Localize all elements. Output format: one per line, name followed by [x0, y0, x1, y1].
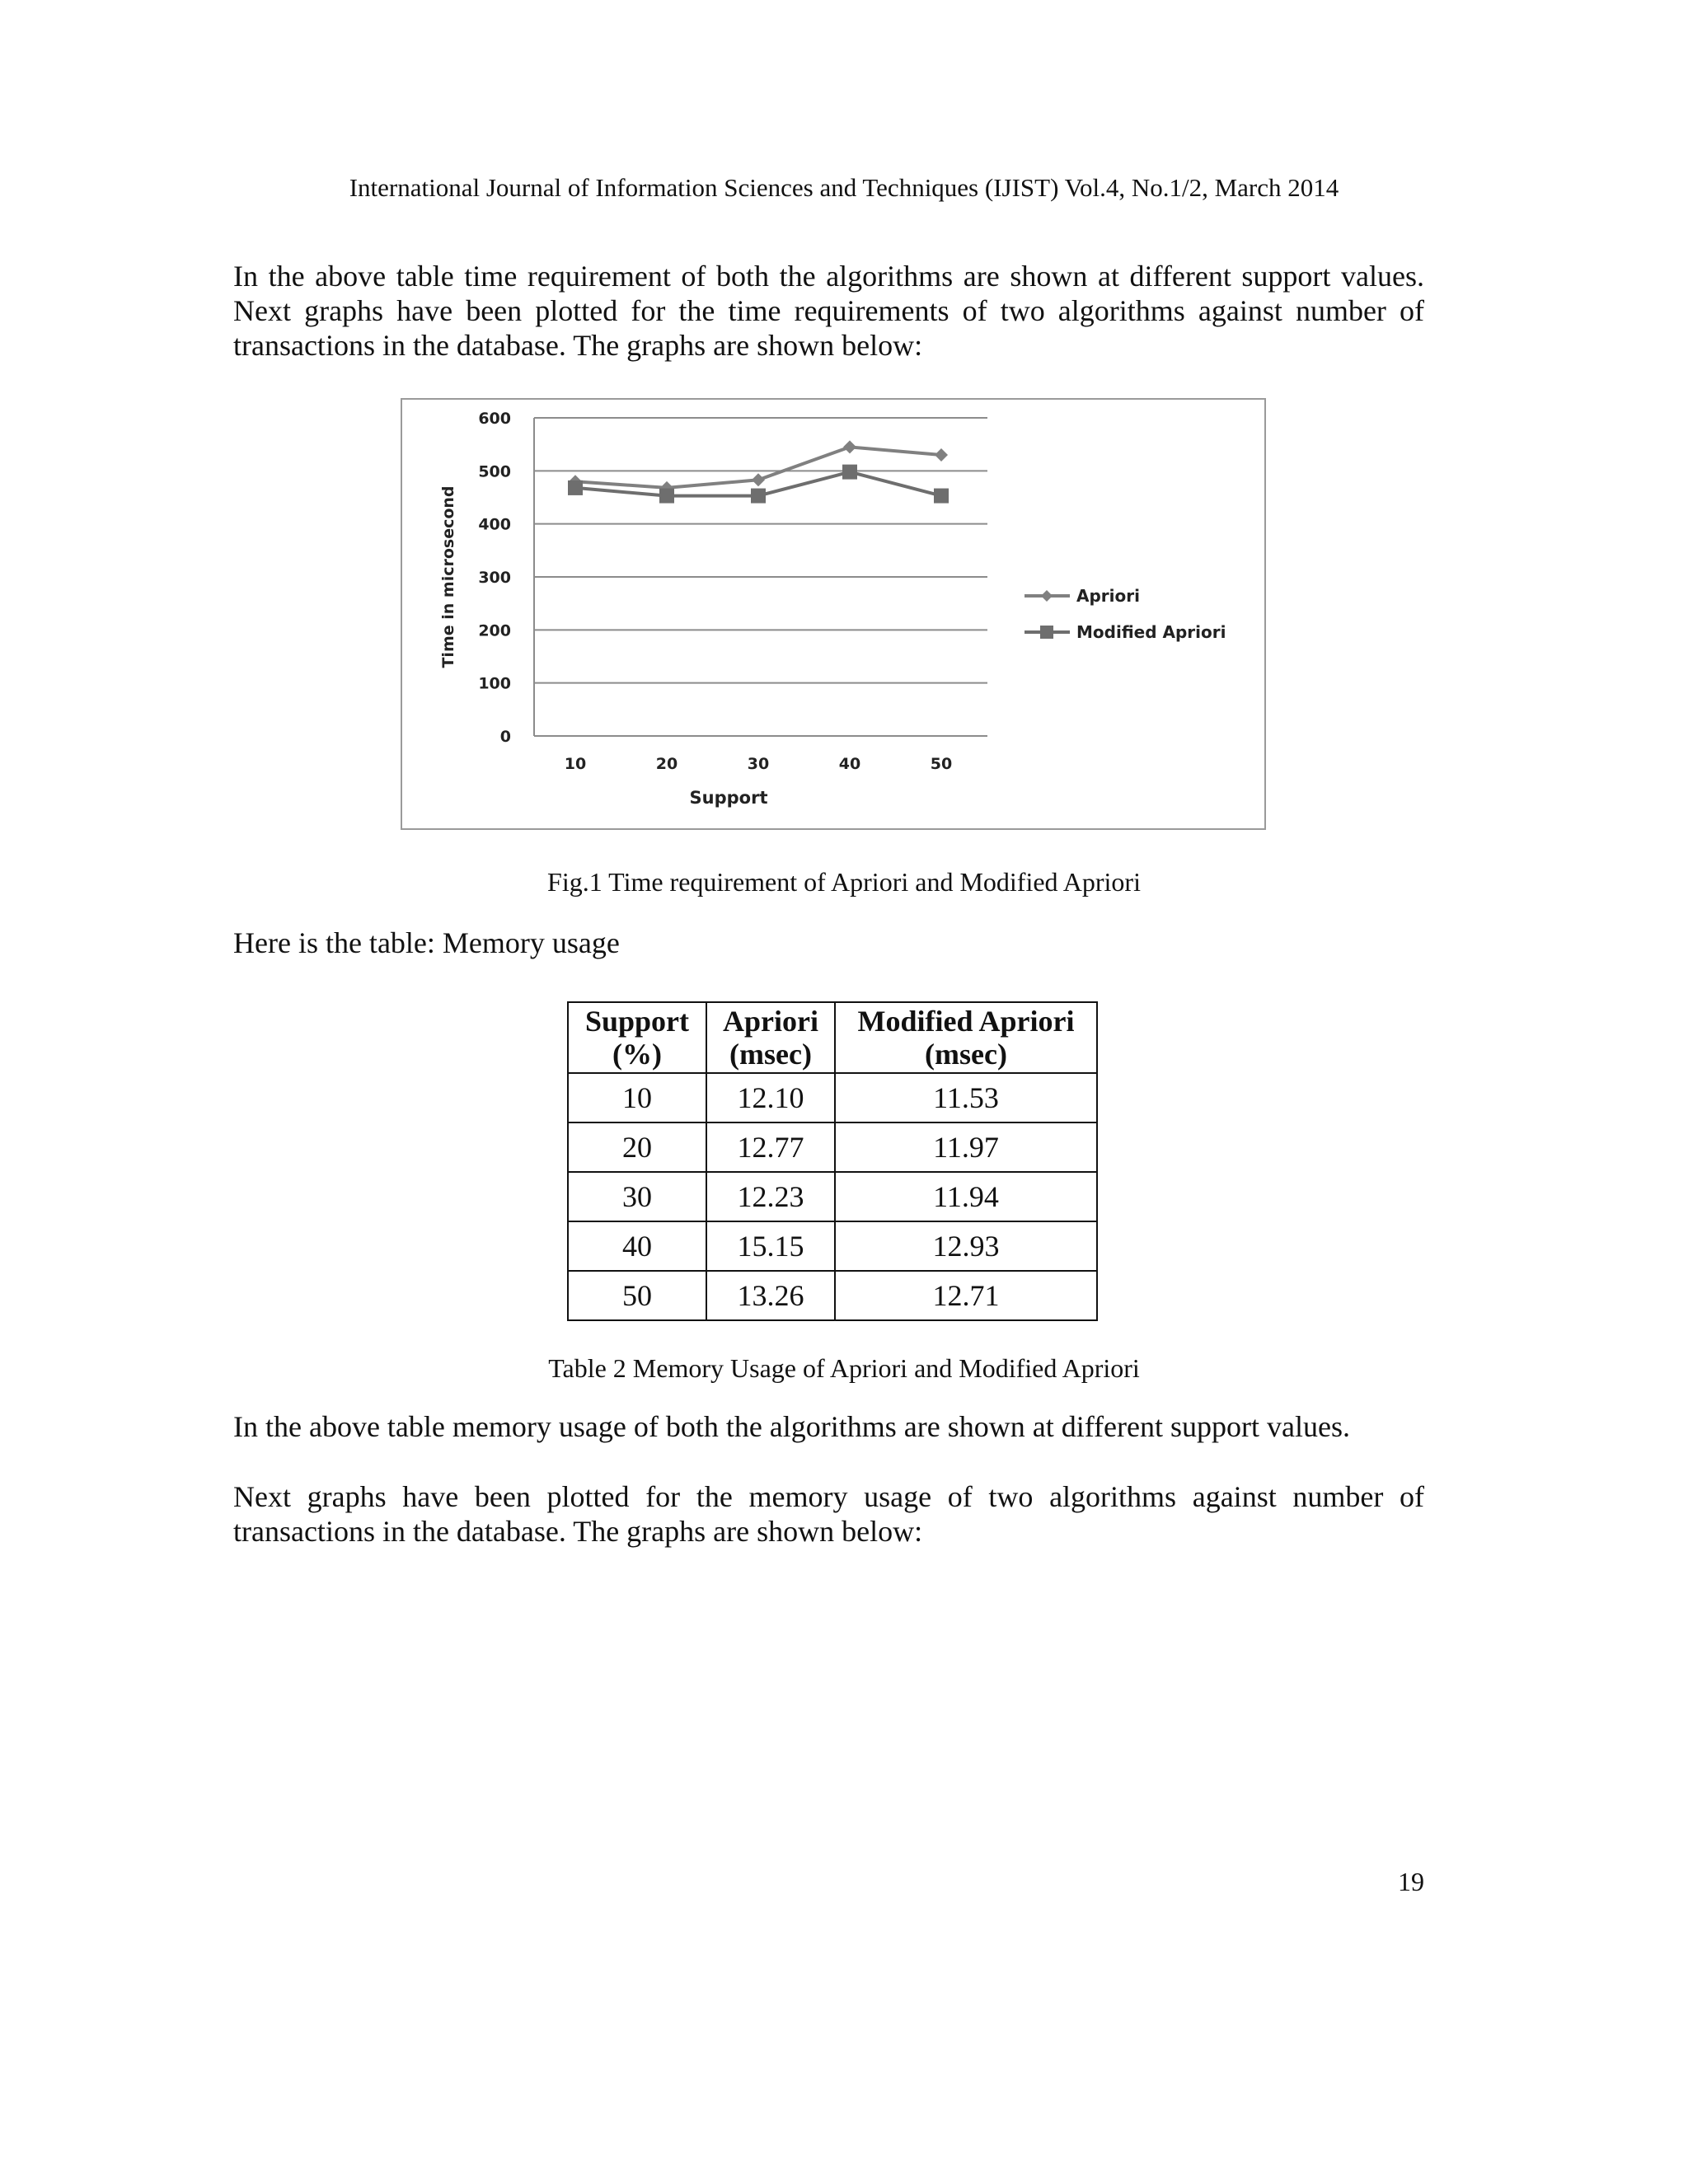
x-tick-label: 50 — [930, 755, 953, 773]
x-tick-label: 30 — [747, 755, 770, 773]
square-icon — [1040, 626, 1053, 639]
x-tick-label: 40 — [838, 755, 861, 773]
data-point — [843, 440, 856, 453]
paragraph-table-intro: Here is the table: Memory usage — [233, 926, 620, 959]
header-support: Support (%) — [568, 1002, 706, 1073]
data-point — [751, 489, 766, 504]
cell-modified-apriori: 11.53 — [835, 1073, 1097, 1122]
y-tick-label: 200 — [478, 621, 511, 640]
table-row — [568, 1172, 1097, 1221]
time-chart-svg — [402, 400, 1264, 828]
cell-support: 50 — [568, 1271, 706, 1320]
journal-header: International Journal of Information Sciences and Techniques (IJIST) Vol.4, No.1/2, March 2014 — [349, 173, 1339, 202]
table-caption: Table 2 Memory Usage of Apriori and Modified Apriori — [548, 1353, 1140, 1383]
cell-support: 30 — [568, 1172, 706, 1221]
cell-modified-apriori: 11.97 — [835, 1122, 1097, 1172]
table-header-row — [568, 1002, 1097, 1073]
header-modified-apriori: Modified Apriori (msec) — [835, 1002, 1097, 1073]
cell-apriori: 12.77 — [706, 1122, 835, 1172]
data-point — [842, 465, 857, 480]
cell-apriori: 15.15 — [706, 1221, 835, 1271]
legend-label: Modified Apriori — [1076, 622, 1226, 642]
diamond-icon — [1041, 590, 1053, 602]
cell-support: 40 — [568, 1221, 706, 1271]
memory-usage-table — [567, 1001, 1098, 1321]
y-axis-title: Time in microsecond — [439, 485, 457, 668]
y-tick-label: 100 — [478, 674, 511, 693]
cell-modified-apriori: 12.93 — [835, 1221, 1097, 1271]
paragraph-time-intro: In the above table time requirement of both the algorithms are shown at different support values. Next graphs have been plotted for the time requirements of two algorithms against number of transactions in the database. The graphs are shown below: — [233, 260, 1424, 362]
x-tick-label: 20 — [655, 755, 678, 773]
cell-apriori: 13.26 — [706, 1271, 835, 1320]
table-row — [568, 1073, 1097, 1122]
cell-support: 20 — [568, 1122, 706, 1172]
table-row — [568, 1221, 1097, 1271]
paragraph-memory-intro: Next graphs have been plotted for the memory usage of two algorithms against number of transactions in the database. The graphs are shown below: — [233, 1480, 1424, 1548]
cell-apriori: 12.23 — [706, 1172, 835, 1221]
cell-apriori: 12.10 — [706, 1073, 835, 1122]
data-point — [752, 473, 765, 486]
table-row — [568, 1271, 1097, 1320]
data-point — [934, 489, 949, 504]
paragraph-memory-summary: In the above table memory usage of both the algorithms are shown at different support values. — [233, 1410, 1350, 1443]
cell-modified-apriori: 11.94 — [835, 1172, 1097, 1221]
figure-caption: Fig.1 Time requirement of Apriori and Modified Apriori — [547, 867, 1141, 897]
cell-modified-apriori: 12.71 — [835, 1271, 1097, 1320]
data-point — [568, 480, 583, 495]
y-tick-label: 600 — [478, 410, 511, 428]
x-tick-label: 10 — [564, 755, 587, 773]
header-apriori: Apriori (msec) — [706, 1002, 835, 1073]
data-point — [659, 489, 674, 504]
legend-label: Apriori — [1076, 586, 1140, 606]
y-tick-label: 300 — [478, 569, 511, 587]
x-axis-title: Support — [689, 788, 768, 808]
data-point — [935, 448, 948, 462]
time-chart — [401, 398, 1266, 830]
cell-support: 10 — [568, 1073, 706, 1122]
table-row — [568, 1122, 1097, 1172]
y-tick-label: 400 — [478, 515, 511, 534]
y-tick-label: 500 — [478, 462, 511, 481]
y-tick-label: 0 — [499, 728, 511, 746]
page-number: 19 — [1398, 1867, 1424, 1896]
